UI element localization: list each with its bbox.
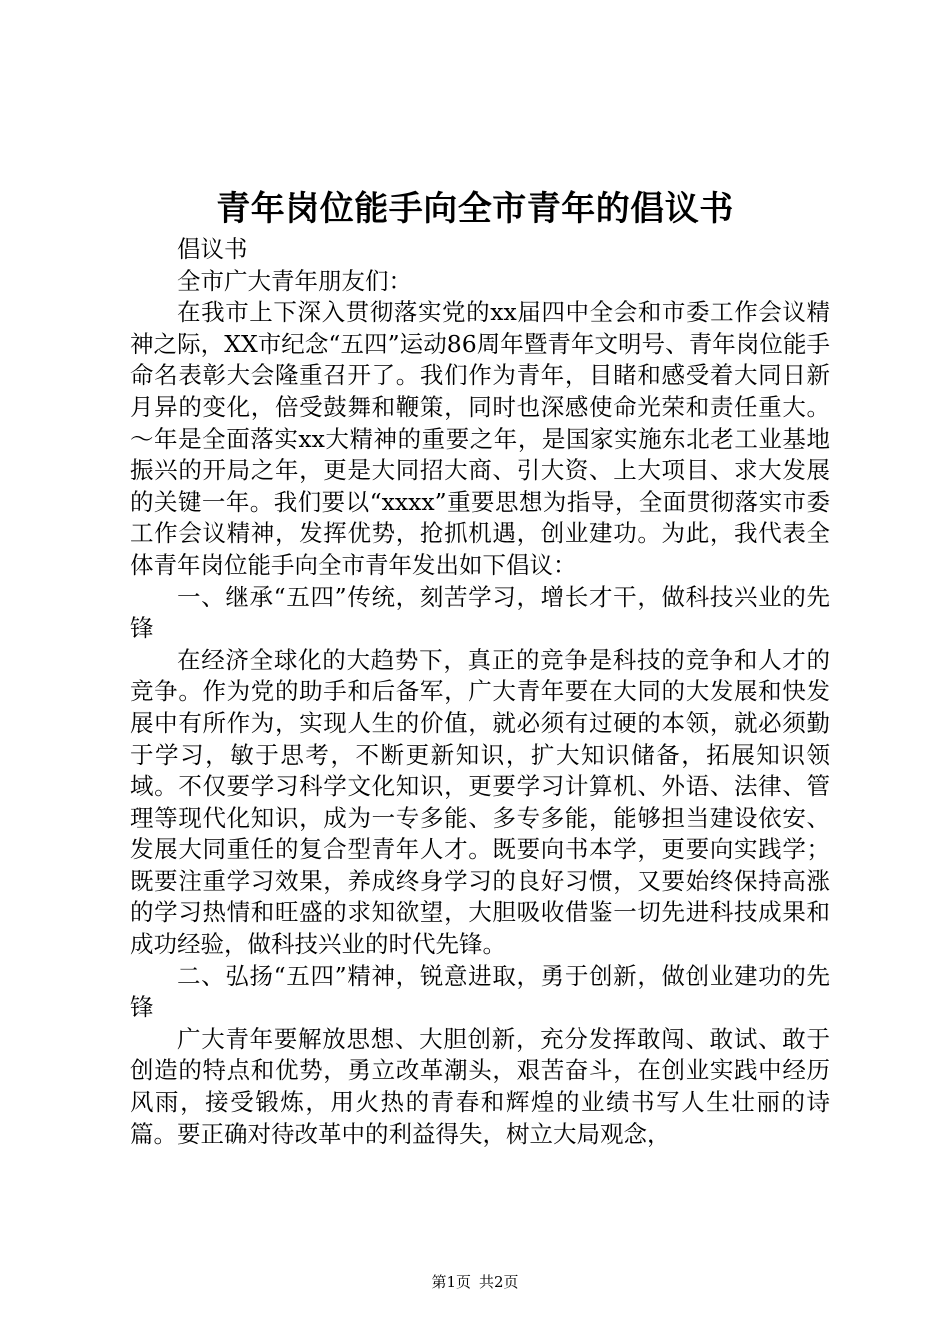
paragraph-section-2-body: 广大青年要解放思想、大胆创新，充分发挥敢闯、敢试、敢于创造的特点和优势，勇立改革潮头，艰苦奋斗，在创业实践中经历风雨，接受锻炼，用火热的青春和辉煌的业绩书写人生壮丽的诗篇。要正确对待改革中的利益得失，树立大局观念， [130,1024,830,1148]
document-body [130,234,830,1150]
paragraph-salutation: 全市广大青年朋友们： [177,266,412,295]
page-total: 共2页 [479,1273,519,1291]
paragraph-section-1-body: 在经济全球化的大趋势下，真正的竞争是科技的竞争和人才的竞争。作为党的助手和后备军，广大青年要在大同的大发展和快发展中有所作为，实现人生的价值，就必须有过硬的本领，就必须勤于学习，敏于思考，不断更新知识，扩大知识储备，拓展知识领域。不仅要学习科学文化知识，更要学习计算机、外语、法律、管理等现代化知识，成为一专多能、多专多能，能够担当建设依安、发展大同重任的复合型青年人才。既要向书本学，更要向实践学；既要注重学习效果，养成终身学习的良好习惯，又要始终保持高涨的学习热情和旺盛的求知欲望，大胆吸收借鉴一切先进科技成果和成功经验，做科技兴业的时代先锋。 [130,645,830,959]
page-number: 第1页 [431,1273,471,1291]
paragraph-intro: 在我市上下深入贯彻落实党的xx届四中全会和市委工作会议精神之际，XX市纪念“五四”运动86周年暨青年文明号、青年岗位能手命名表彰大会隆重召开了。我们作为青年，目睹和感受着大同日新月异的变化，倍受鼓舞和鞭策，同时也深感使命光荣和责任重大。～年是全面落实xx大精神的重要之年，是国家实施东北老工业基地振兴的开局之年，更是大同招大商、引大资、上大项目、求大发展的关键一年。我们要以“xxxx”重要思想为指导，全面贯彻落实市委工作会议精神，发挥优势，抢抓机遇，创业建功。为此，我代表全体青年岗位能手向全市青年发出如下倡议： [130,298,830,579]
paragraph-section-2-heading: 二、弘扬“五四”精神，锐意进取，勇于创新，做创业建功的先锋 [130,961,830,1022]
page-footer [0,1272,950,1292]
document-title: 青年岗位能手向全市青年的倡议书 [216,189,734,229]
paragraph-heading: 倡议书 [177,235,248,263]
paragraph-section-1-heading: 一、继承“五四”传统，刻苦学习，增长才干，做科技兴业的先锋 [130,582,830,643]
